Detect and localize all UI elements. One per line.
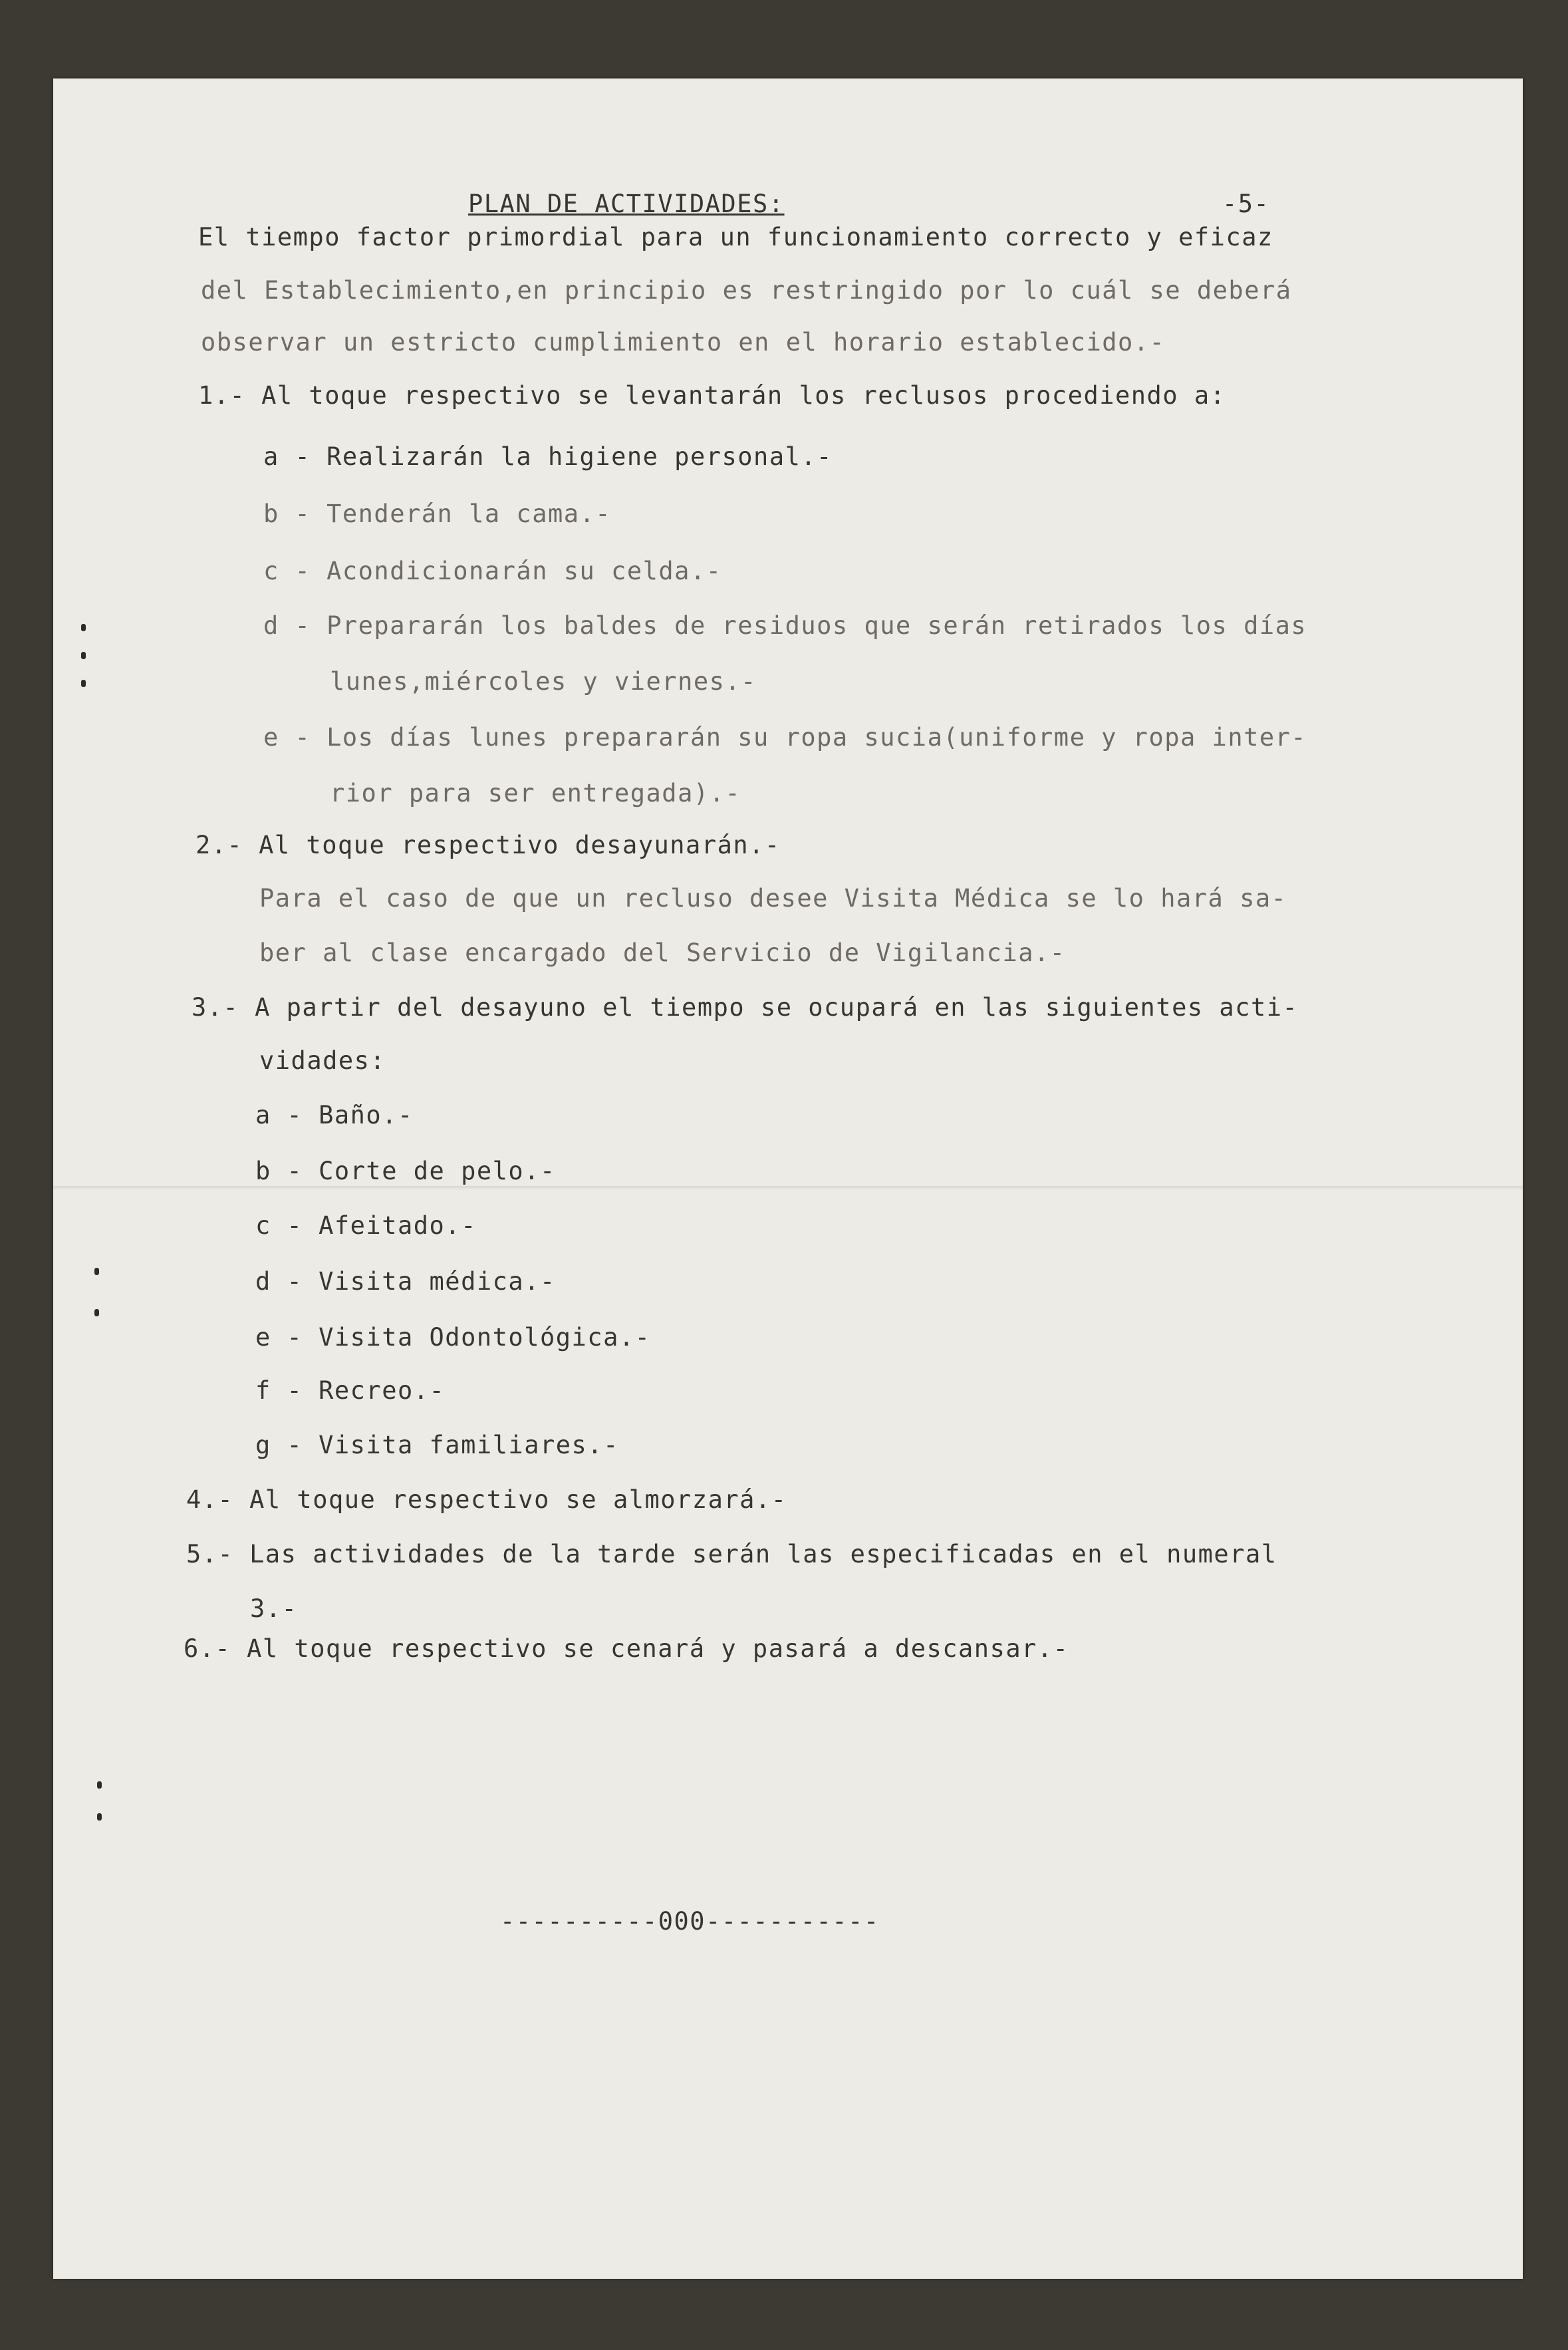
item-1: 1.- Al toque respectivo se levantarán los reclusos procediendo a:	[198, 381, 1226, 410]
item-5: 5.- Las actividades de la tarde serán las especificadas en el numeral	[186, 1540, 1277, 1568]
item-3d: d - Visita médica.-	[255, 1267, 556, 1296]
item-2-note-2: ber al clase encargado del Servicio de Vigilancia.-	[259, 939, 1066, 967]
intro-line-1: El tiempo factor primordial para un funcionamiento correcto y eficaz	[198, 223, 1273, 251]
paper-fold	[53, 1186, 1523, 1190]
item-2-note-1: Para el caso de que un recluso desee Visita Médica se lo hará sa-	[259, 884, 1287, 913]
page-number: -5-	[1222, 190, 1270, 218]
punch-mark	[94, 1268, 99, 1275]
item-3c: c - Afeitado.-	[255, 1211, 477, 1240]
item-3b: b - Corte de pelo.-	[255, 1157, 556, 1185]
punch-mark	[81, 680, 86, 687]
punch-mark	[94, 1309, 99, 1316]
document-title: PLAN DE ACTIVIDADES:	[468, 190, 785, 218]
item-4: 4.- Al toque respectivo se almorzará.-	[186, 1485, 787, 1514]
document-page	[53, 78, 1523, 2279]
item-1e-cont: rior para ser entregada).-	[330, 779, 741, 808]
item-1e: e - Los días lunes prepararán su ropa sucia(uniforme y ropa inter-	[263, 723, 1307, 752]
item-3e: e - Visita Odontológica.-	[255, 1323, 651, 1352]
punch-mark	[81, 652, 86, 659]
intro-line-3: observar un estricto cumplimiento en el horario establecido.-	[201, 328, 1166, 357]
end-mark: ----------000-----------	[500, 1907, 880, 1936]
punch-mark	[97, 1813, 102, 1821]
item-3g: g - Visita familiares.-	[255, 1431, 619, 1459]
item-3: 3.- A partir del desayuno el tiempo se ocupará en las siguientes acti-	[192, 993, 1299, 1022]
item-3f: f - Recreo.-	[255, 1376, 446, 1405]
item-3a: a - Baño.-	[255, 1101, 414, 1129]
item-1a: a - Realizarán la higiene personal.-	[263, 442, 833, 471]
item-3-cont: vidades:	[259, 1046, 386, 1075]
intro-line-2: del Establecimiento,en principio es restringido por lo cuál se deberá	[201, 276, 1292, 305]
item-1c: c - Acondicionarán su celda.-	[263, 557, 722, 585]
punch-mark	[81, 624, 86, 631]
item-1d-cont: lunes,miércoles y viernes.-	[330, 667, 757, 696]
item-1d: d - Prepararán los baldes de residuos que serán retirados los días	[263, 611, 1307, 640]
punch-mark	[97, 1781, 102, 1789]
item-6: 6.- Al toque respectivo se cenará y pasará a descansar.-	[184, 1634, 1069, 1663]
item-1b: b - Tenderán la cama.-	[263, 500, 612, 528]
item-5-cont: 3.-	[250, 1594, 298, 1623]
item-2: 2.- Al toque respectivo desayunarán.-	[196, 831, 781, 859]
